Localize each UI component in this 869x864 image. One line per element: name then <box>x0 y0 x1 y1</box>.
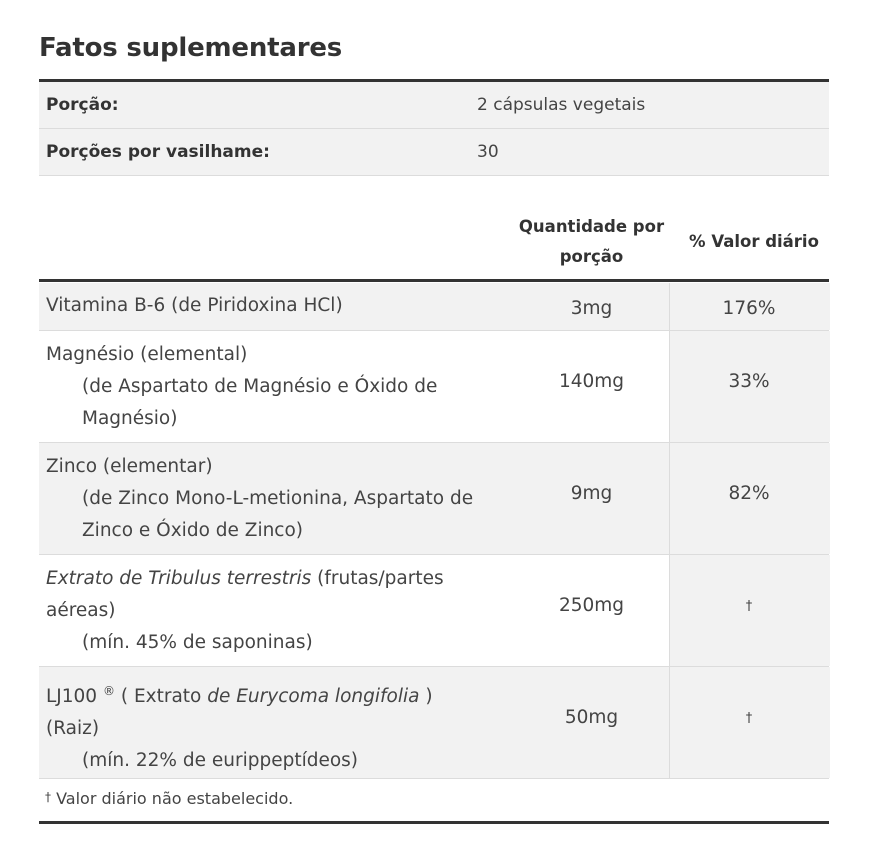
registered-mark: ® <box>102 684 115 698</box>
column-header-daily-value: % Valor diário <box>689 232 819 251</box>
servings-per-container-row <box>39 129 829 176</box>
nutrient-daily-value: † <box>745 599 753 614</box>
table-row <box>39 667 829 779</box>
nutrient-amount: 250mg <box>558 595 625 616</box>
serving-size-value: 2 cápsulas vegetais <box>477 95 646 115</box>
nutrient-name-part-a: LJ100 <box>46 686 103 707</box>
nutrient-name-part-c: ) <box>419 686 433 707</box>
column-header-amount <box>514 212 669 272</box>
page-title: Fatos suplementares <box>39 33 343 63</box>
serving-size-label: Porção: <box>46 95 119 115</box>
nutrient-standardization: (mín. 22% de eurippeptídeos) <box>82 750 359 771</box>
nutrient-name-italic: de Eurycoma longifolia <box>207 686 420 707</box>
servings-per-container-value: 30 <box>477 142 499 162</box>
footnote <box>45 789 293 808</box>
nutrient-daily-value: 176% <box>722 298 776 319</box>
nutrients-table <box>39 283 829 779</box>
nutrient-amount: 50mg <box>564 707 619 728</box>
nutrient-name-block <box>46 675 516 777</box>
table-row <box>39 283 829 331</box>
nutrient-source-line2: Magnésio) <box>82 408 178 429</box>
bottom-divider <box>39 821 829 824</box>
nutrient-name-block <box>46 563 516 659</box>
nutrient-name: Vitamina B-6 (de Piridoxina HCl) <box>46 295 343 316</box>
servings-per-container-label: Porções por vasilhame: <box>46 142 270 162</box>
nutrient-name-italic: Extrato de Tribulus terrestris <box>46 568 312 589</box>
nutrient-source-line1: (de Zinco Mono-L-metionina, Aspartato de <box>82 488 474 509</box>
nutrient-name-block <box>46 339 516 435</box>
nutrient-daily-value: † <box>745 711 753 726</box>
nutrient-amount: 3mg <box>570 298 613 319</box>
serving-info-table <box>39 82 829 176</box>
column-header-amount-line1: Quantidade por <box>518 217 665 236</box>
nutrient-name: Zinco (elementar) <box>46 456 213 477</box>
nutrient-source-line1: (de Aspartato de Magnésio e Óxido de <box>82 376 438 397</box>
table-row <box>39 443 829 555</box>
serving-size-row <box>39 82 829 129</box>
nutrient-name-rest: (frutas/partes <box>311 568 444 589</box>
footnote-dagger: † <box>45 790 51 804</box>
nutrient-name: Magnésio (elemental) <box>46 344 248 365</box>
header-divider <box>39 279 829 282</box>
nutrient-daily-value: 82% <box>728 483 770 504</box>
table-row <box>39 331 829 443</box>
nutrient-name-line2: (Raiz) <box>46 718 100 739</box>
nutrient-amount: 140mg <box>558 371 625 392</box>
nutrient-name-part-b: ( Extrato <box>114 686 208 707</box>
nutrient-name-block <box>46 451 516 547</box>
nutrient-amount: 9mg <box>570 483 613 504</box>
nutrient-daily-value: 33% <box>728 371 770 392</box>
table-row <box>39 555 829 667</box>
nutrient-standardization: (mín. 45% de saponinas) <box>82 632 313 653</box>
nutrient-source-line2: Zinco e Óxido de Zinco) <box>82 520 304 541</box>
nutrient-name-line2: aéreas) <box>46 600 116 621</box>
footnote-text: Valor diário não estabelecido. <box>51 789 294 808</box>
column-header-amount-line2: porção <box>559 247 624 266</box>
